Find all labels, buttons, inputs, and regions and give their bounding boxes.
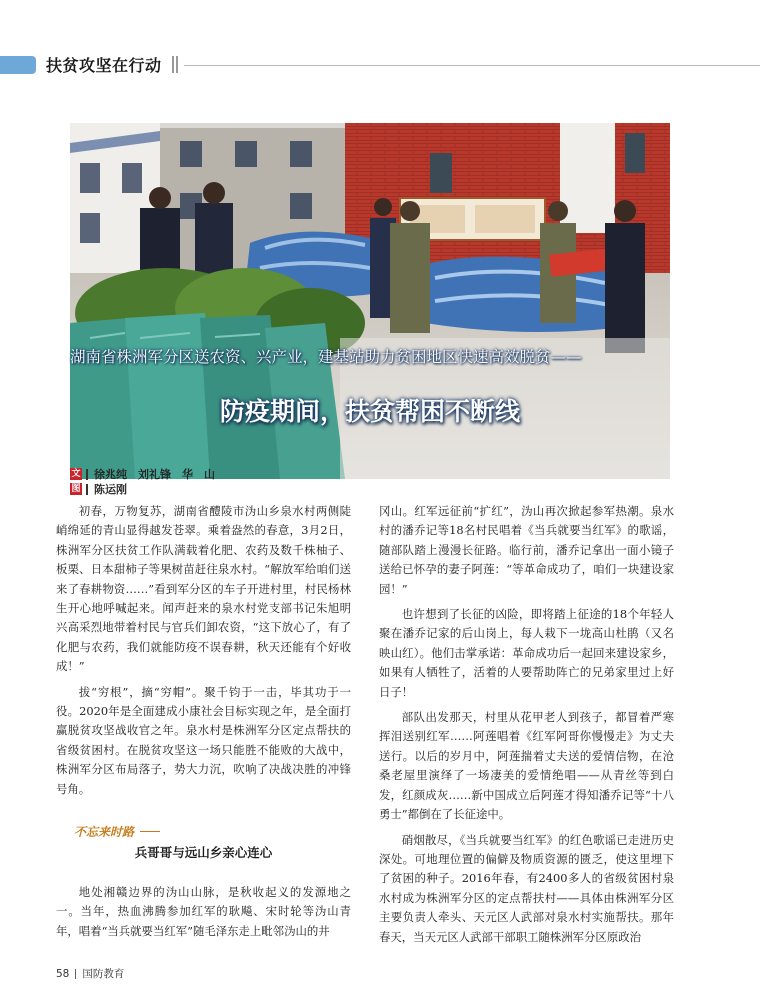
page-number: 58 [56, 967, 70, 980]
byline [70, 467, 215, 497]
article-subtitle: 湖南省株洲军分区送农资、兴产业，建基站助力贫困地区快速高效脱贫—— [70, 348, 582, 366]
header-divider [172, 56, 178, 73]
section-title: 扶贫攻坚在行动 [46, 56, 162, 75]
body-column-right [379, 502, 674, 953]
body-column-left-continued [56, 883, 351, 941]
header-accent-tab [0, 56, 36, 74]
paragraph: 拔“穷根”，摘“穷帽”。聚千钧于一击，毕其功于一役。2020年是全面建成小康社会目标实现之年，是全面打赢脱贫攻坚战收官之年。泉水村是株洲军分区定点帮扶的省级贫困村。在脱贫攻坚这一场只能胜不能败的大战中，株洲军分区布局落子，势大力沉，吹响了决战决胜的冲锋号角。 [56, 684, 351, 796]
section-heading: 兵哥哥与远山乡亲心连心 [134, 845, 273, 860]
paragraph: 初春，万物复苏，湖南省醴陵市沩山乡泉水村两侧陡峭绵延的青山显得越发苍翠。乘着盎然的春意，3月2日，株洲军分区扶贫工作队满载着化肥、农药及数千株柚子、板栗、日本甜柿子等果树苗赶往泉水村。“解放军给咱们送来了春耕物资……”看到军分区的车子开进村里，村民杨林生开心地呼喊起来。闻声赶来的泉水村党支部书记朱旭明兴高采烈地带着村民与官兵们卸农资，“这下放心了，有了化肥与农药，我们就能防疫不误春耕，秋天还能有个好收成！” [56, 504, 351, 674]
footer-divider [75, 969, 76, 979]
photo-author: 陈运刚 [94, 483, 127, 496]
photo-credit-tag: 图 [71, 484, 81, 494]
paragraph: 硝烟散尽，《当兵就要当红军》的红色歌谣已走进历史深处。可地理位置的偏僻及物质资源的匮乏，使这里埋下了贫困的种子。2016年春，有2400多人的省级贫困村泉水村成为株洲军分区的定点帮扶村——具体由株洲军分区主要负责人牵头、天元区人武部对泉水村实施帮扶。那年春天，当天元区人武部干部职工随株洲军分区原政治 [379, 832, 674, 944]
paragraph: 冈山。红军远征前“扩红”，沩山再次掀起参军热潮。泉水村的潘乔记等18名村民唱着《当兵就要当红军》的歌谣，随部队踏上漫漫长征路。临行前，潘乔记拿出一面小镜子送给已怀孕的妻子阿莲：“等革命成功了，咱们一块建设家园！” [379, 504, 674, 596]
header-rule [184, 65, 760, 66]
body-column-left [56, 502, 351, 805]
text-credit-tag: 文 [71, 469, 81, 479]
paragraph: 也许想到了长征的凶险，即将踏上征途的18个年轻人聚在潘乔记家的后山岗上，每人栽下一垅高山杜鹃（又名映山红）。他们击掌承诺：革命成功后一起回来建设家乡，如果有人牺牲了，活着的人要帮助阵亡的兄弟家里过上好日子！ [379, 607, 674, 699]
byline-divider [86, 484, 88, 495]
paragraph: 部队出发那天，村里从花甲老人到孩子，都冒着严寒挥泪送别红军……阿莲唱着《红军阿哥你慢慢走》为丈夫送行。以后的岁月中，阿莲揣着丈夫送的爱情信物，在沧桑老屋里演绎了一场凄美的爱情绝唱——从青丝等到白发，红颜成灰……新中国成立后阿莲才得知潘乔记等“十八勇士”都倒在了长征途中。 [379, 710, 674, 822]
section-tag-rule [140, 831, 160, 832]
section-tag: 不忘来时路 [74, 825, 135, 839]
text-authors: 徐兆纯 刘礼锋 华 山 [94, 468, 215, 481]
byline-divider [86, 469, 88, 480]
paragraph: 地处湘赣边界的沩山山脉，是秋收起义的发源地之一。当年，热血沸腾参加红军的耿飚、宋时轮等沩山青年，唱着“当兵就要当红军”随毛泽东走上毗邻沩山的井 [56, 885, 351, 938]
magazine-name: 国防教育 [82, 968, 125, 980]
article-title: 防疫期间，扶贫帮困不断线 [219, 397, 520, 426]
page-footer [56, 966, 124, 981]
